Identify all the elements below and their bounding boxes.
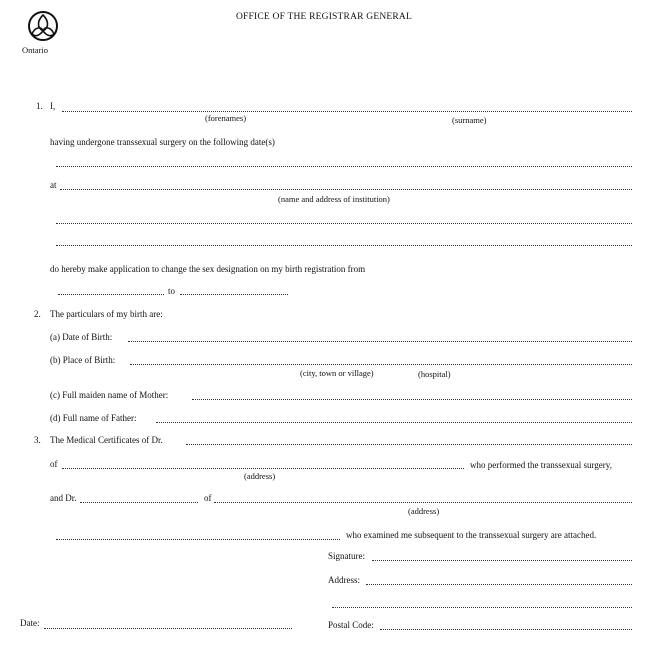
- to-label: to: [168, 286, 176, 296]
- of-label: of: [50, 459, 58, 469]
- section-1-number: 1.: [36, 101, 43, 111]
- examined-line: who examined me subsequent to the transsexual surgery are attached.: [346, 530, 597, 540]
- father-name-field[interactable]: [156, 422, 632, 423]
- name-field[interactable]: [62, 111, 632, 112]
- date-label: Date:: [20, 618, 40, 628]
- i-label: I,: [50, 101, 56, 111]
- and-dr-label: and Dr.: [50, 493, 77, 503]
- hospital-caption: (hospital): [418, 369, 451, 379]
- birth-particulars-intro: The particulars of my birth are:: [50, 309, 163, 319]
- date-field[interactable]: [44, 628, 292, 629]
- applicant-address-field[interactable]: [366, 584, 632, 585]
- signature-label: Signature:: [328, 551, 365, 561]
- address-caption-2: (address): [408, 506, 440, 516]
- mother-name-label: (c) Full maiden name of Mother:: [50, 390, 169, 400]
- of-label-2: of: [204, 493, 212, 503]
- medical-certificates-label: The Medical Certificates of Dr.: [50, 435, 163, 445]
- section-3-number: 3.: [34, 435, 41, 445]
- date-of-birth-label: (a) Date of Birth:: [50, 332, 113, 342]
- form-title: OFFICE OF THE REGISTRAR GENERAL: [236, 12, 412, 22]
- at-label: at: [50, 180, 57, 190]
- mother-name-field[interactable]: [192, 399, 632, 400]
- place-caption: (city, town or village): [300, 368, 374, 378]
- surname-caption: (surname): [452, 115, 487, 125]
- surgery-line: having undergone transsexual surgery on the following date(s): [50, 137, 275, 147]
- forenames-caption: (forenames): [205, 113, 247, 123]
- surgery-dates-field[interactable]: [56, 166, 632, 167]
- examiner-name-field[interactable]: [80, 502, 198, 503]
- surgeon-name-field[interactable]: [186, 444, 632, 445]
- place-of-birth-label: (b) Place of Birth:: [50, 355, 116, 365]
- sex-to-field[interactable]: [180, 294, 288, 295]
- date-of-birth-field[interactable]: [128, 341, 632, 342]
- institution-caption: (name and address of institution): [278, 194, 390, 204]
- applicant-address-field-2[interactable]: [332, 607, 632, 608]
- signature-field[interactable]: [372, 560, 632, 561]
- sex-from-field[interactable]: [58, 294, 164, 295]
- father-name-label: (d) Full name of Father:: [50, 413, 137, 423]
- institution-field[interactable]: [60, 189, 632, 190]
- institution-field-3[interactable]: [56, 245, 632, 246]
- performed-line: who performed the transsexual surgery,: [470, 460, 612, 470]
- examiner-address-field[interactable]: [214, 502, 632, 503]
- address-caption: (address): [244, 471, 276, 481]
- place-of-birth-field[interactable]: [130, 364, 632, 365]
- application-line: do hereby make application to change the sex designation on my birth registration from: [50, 264, 366, 274]
- institution-field-2[interactable]: [56, 223, 632, 224]
- examiner-address-field-2[interactable]: [56, 539, 340, 540]
- logo-text: Ontario: [22, 45, 48, 55]
- section-2-number: 2.: [34, 309, 41, 319]
- postal-code-label: Postal Code:: [328, 620, 374, 630]
- surgeon-address-field[interactable]: [62, 468, 464, 469]
- address-label: Address:: [328, 575, 360, 585]
- postal-code-field[interactable]: [380, 629, 632, 630]
